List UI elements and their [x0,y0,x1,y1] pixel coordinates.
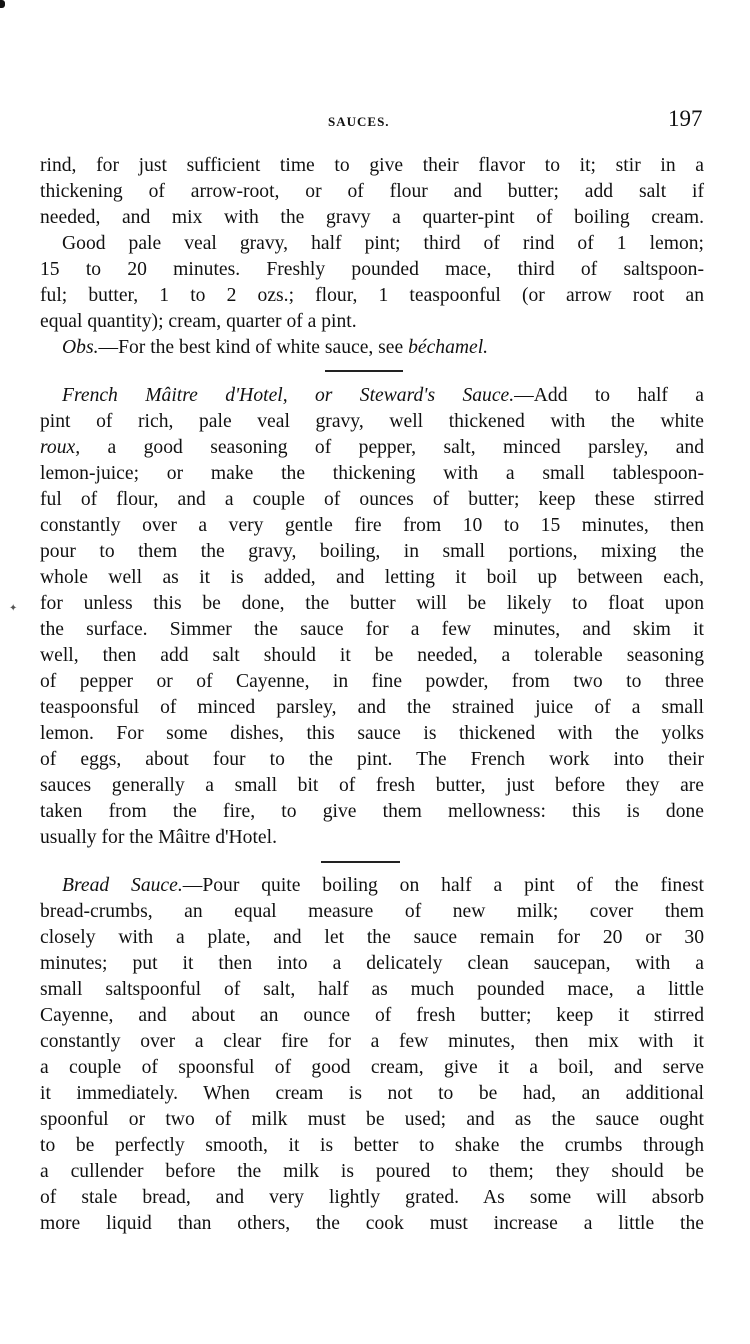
text-line: taken from the fire, to give them mellowness: this is done [40,801,704,822]
text-line: small saltspoonful of salt, half as much pounded mace, a little [40,979,704,1000]
text-line: lemon-juice; or make the thickening with a small tablespoon- [40,463,704,484]
text-line: usually for the Mâitre d'Hotel. [40,827,277,848]
running-title: SAUCES. [328,114,390,129]
text-line [40,435,704,461]
text-line: thickening of arrow-root, or of flour and butter; add salt if [40,181,704,202]
text-line: constantly over a clear fire for a few minutes, then mix with it [40,1031,704,1052]
page-number: 197 [668,106,703,131]
running-head [0,106,750,136]
recipe-first-line [62,873,704,899]
text-line: of stale bread, and very lightly grated. As some will absorb [40,1187,704,1208]
text-line: the surface. Simmer the sauce for a few minutes, and skim it [40,619,704,640]
obs-label: Obs. [62,337,99,358]
text-line: more liquid than others, the cook must increase a little the [40,1213,704,1234]
text-line: a couple of spoonsful of good cream, give it a boil, and serve [40,1057,704,1078]
text-line: Cayenne, and about an ounce of fresh butter; keep it stirred [40,1005,704,1026]
obs-text: —For the best kind of white sauce, see [98,337,409,358]
text-line: equal quantity); cream, quarter of a pint. [40,311,357,332]
text-line: needed, and mix with the gravy a quarter-pint of boiling cream. [40,207,704,228]
text-line: pour to them the gravy, boiling, in small portions, mixing the [40,541,704,562]
section-divider [325,370,403,372]
section-divider [321,861,400,863]
text-line: bread-crumbs, an equal measure of new milk; cover them [40,901,704,922]
margin-mark: ✦ [9,603,18,614]
text-line: spoonful or two of milk must be used; and as the sauce ought [40,1109,704,1130]
text-line: well, then add salt should it be needed, a tolerable seasoning [40,645,704,666]
text-line: of eggs, about four to the pint. The French work into their [40,749,704,770]
obs-line [62,335,704,361]
text-line: a cullender before the milk is poured to them; they should be [40,1161,704,1182]
text-fragment: a good seasoning of pepper, salt, minced parsley, and [107,437,704,458]
text-line: ful of flour, and a couple of ounces of butter; keep these stirred [40,489,704,510]
text-line: ful; butter, 1 to 2 ozs.; flour, 1 teaspoonful (or arrow root an [40,285,704,306]
text-line: sauces generally a small bit of fresh butter, just before they are [40,775,704,796]
text-line: of pepper or of Cayenne, in fine powder, from two to three [40,671,704,692]
text-line: closely with a plate, and let the sauce remain for 20 or 30 [40,927,704,948]
text-line: lemon. For some dishes, this sauce is thickened with the yolks [40,723,704,744]
roux-word: roux, [40,437,81,458]
recipe-title: French Mâitre d'Hotel, or Steward's Sauce. [62,385,515,406]
text-line: Good pale veal gravy, half pint; third of rind of 1 lemon; [62,233,704,254]
bechamel-reference: béchamel. [408,337,489,358]
text-line: pint of rich, pale veal gravy, well thickened with the white [40,411,704,432]
scan-corner-mark [0,0,5,8]
text-line: for unless this be done, the butter will be likely to float upon [40,593,704,614]
text-line: constantly over a very gentle fire from 10 to 15 minutes, then [40,515,704,536]
text-line: to be perfectly smooth, it is better to shake the crumbs through [40,1135,704,1156]
text-fragment: —Pour quite boiling on half a pint of the finest [182,875,704,896]
text-line: teaspoonsful of minced parsley, and the strained juice of a small [40,697,704,718]
text-line: 15 to 20 minutes. Freshly pounded mace, third of saltspoon- [40,259,704,280]
text-fragment: —Add to half a [514,385,705,406]
text-line: rind, for just sufficient time to give their flavor to it; stir in a [40,155,704,176]
recipe-title: Bread Sauce. [62,875,183,896]
recipe-first-line [62,383,704,409]
text-line: minutes; put it then into a delicately clean saucepan, with a [40,953,704,974]
text-line: it immediately. When cream is not to be had, an additional [40,1083,704,1104]
text-line: whole well as it is added, and letting it boil up between each, [40,567,704,588]
